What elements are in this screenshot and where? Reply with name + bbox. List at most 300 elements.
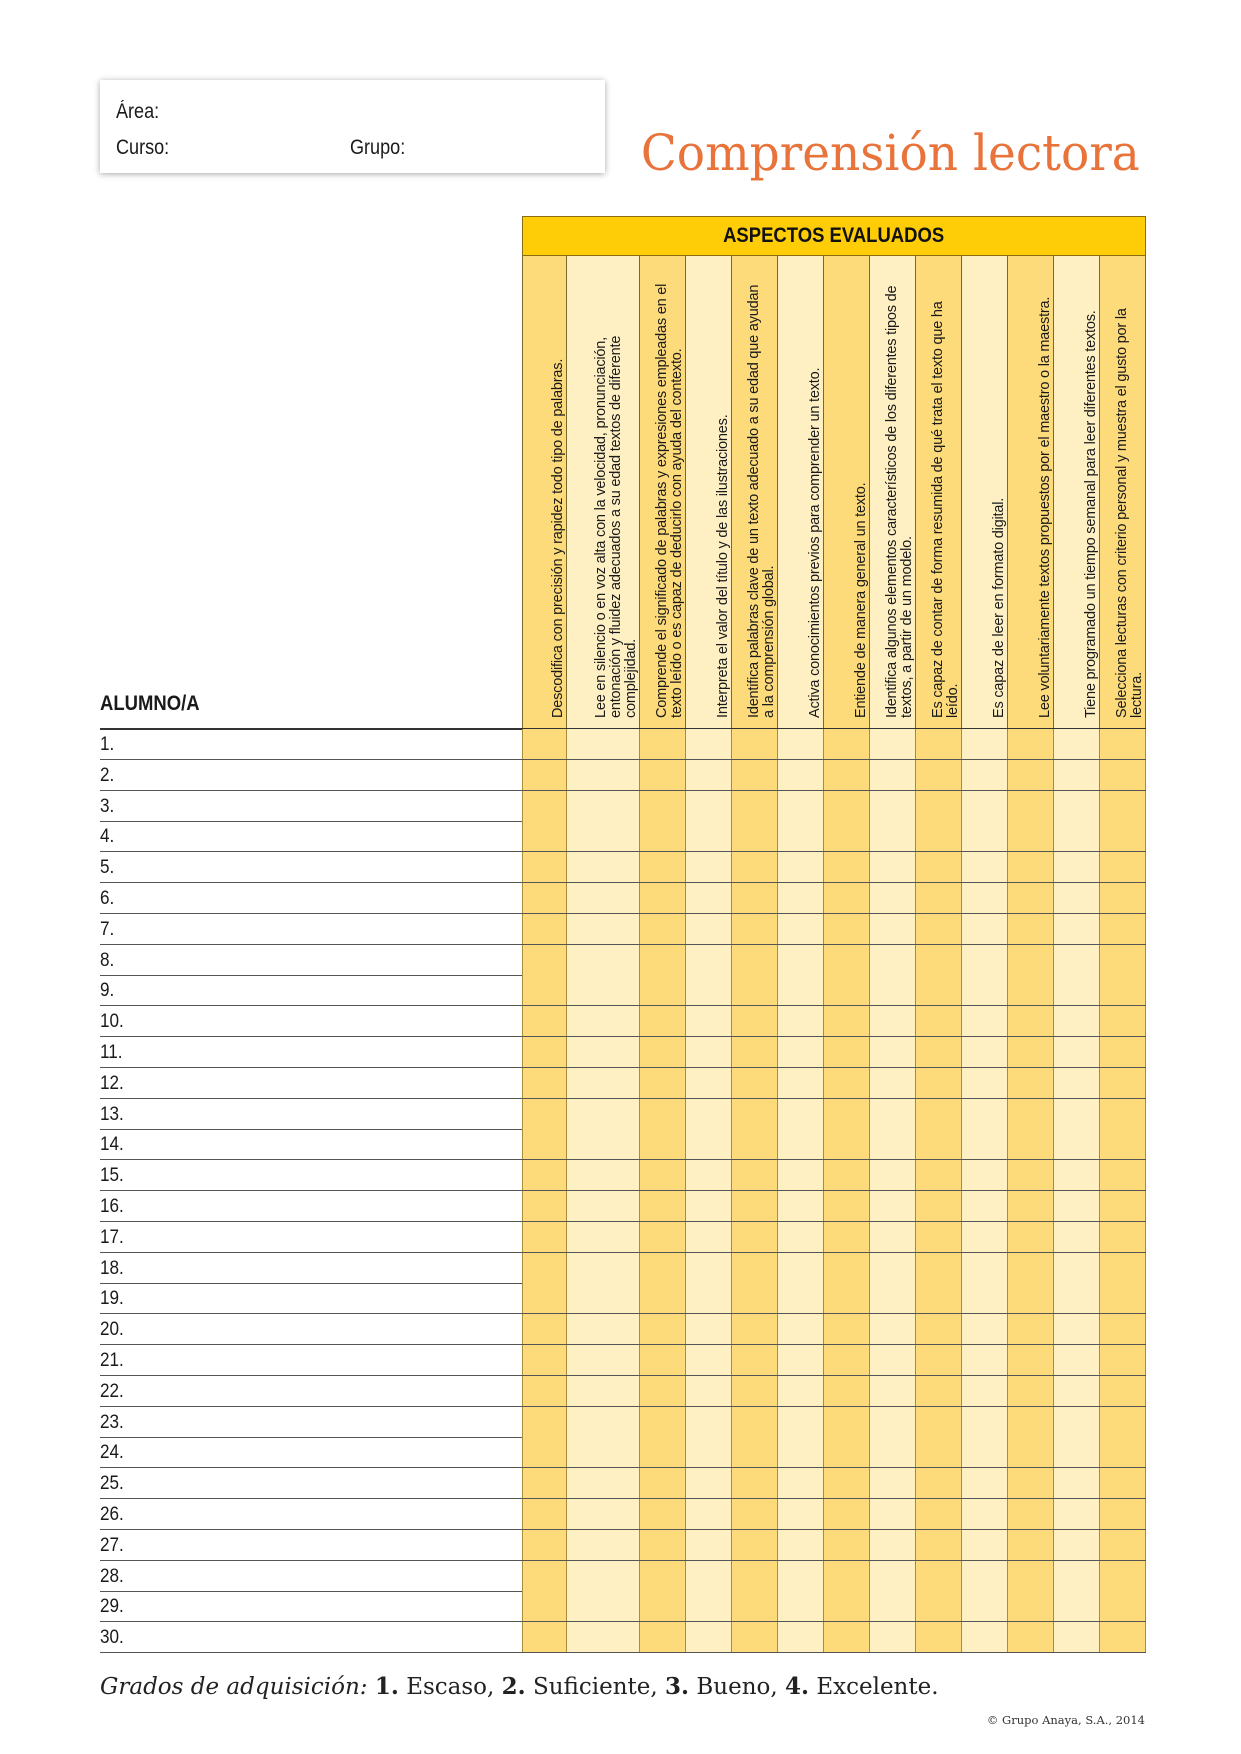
grade-cell[interactable] (567, 1561, 640, 1591)
grade-cell[interactable] (1100, 1376, 1146, 1406)
grade-cell[interactable] (567, 1376, 640, 1406)
grade-cell[interactable] (778, 821, 824, 851)
grade-cell[interactable] (916, 1068, 962, 1098)
grade-cell[interactable] (732, 852, 778, 882)
grade-cell[interactable] (778, 1345, 824, 1375)
grade-cell[interactable] (1054, 1407, 1100, 1437)
grade-cell[interactable] (1054, 1068, 1100, 1098)
grade-cell[interactable] (640, 1006, 686, 1036)
grade-cell[interactable] (824, 1160, 870, 1190)
grade-cell[interactable] (962, 1530, 1008, 1560)
grade-cell[interactable] (1008, 760, 1054, 790)
grade-cell[interactable] (567, 1253, 640, 1283)
grade-cell[interactable] (640, 1499, 686, 1529)
grade-cell[interactable] (1008, 1068, 1054, 1098)
grade-cell[interactable] (567, 1530, 640, 1560)
grade-cell[interactable] (522, 1591, 567, 1621)
grade-cell[interactable] (1100, 1591, 1146, 1621)
grade-cell[interactable] (824, 1561, 870, 1591)
grade-cell[interactable] (778, 1283, 824, 1313)
grade-cell[interactable] (870, 883, 916, 913)
grade-cell[interactable] (686, 1468, 732, 1498)
grade-cell[interactable] (522, 1468, 567, 1498)
grade-cell[interactable] (870, 1407, 916, 1437)
grade-cell[interactable] (916, 1099, 962, 1129)
grade-cell[interactable] (732, 1006, 778, 1036)
grade-cell[interactable] (1100, 1314, 1146, 1344)
grade-cell[interactable] (732, 945, 778, 975)
grade-cell[interactable] (1100, 945, 1146, 975)
grade-cell[interactable] (522, 791, 567, 821)
grade-cell[interactable] (778, 883, 824, 913)
grade-cell[interactable] (732, 1530, 778, 1560)
grade-cell[interactable] (962, 1345, 1008, 1375)
grade-cell[interactable] (870, 1037, 916, 1067)
grade-cell[interactable] (1008, 1499, 1054, 1529)
grade-cell[interactable] (1054, 1129, 1100, 1159)
grade-cell[interactable] (686, 1191, 732, 1221)
grade-cell[interactable] (522, 760, 567, 790)
grade-cell[interactable] (1054, 1160, 1100, 1190)
grade-cell[interactable] (640, 1253, 686, 1283)
grade-cell[interactable] (640, 1191, 686, 1221)
grade-cell[interactable] (824, 1068, 870, 1098)
grade-cell[interactable] (1054, 729, 1100, 759)
grade-cell[interactable] (1008, 1314, 1054, 1344)
grade-cell[interactable] (916, 1253, 962, 1283)
grade-cell[interactable] (567, 760, 640, 790)
grade-cell[interactable] (1100, 1160, 1146, 1190)
grade-cell[interactable] (1054, 1622, 1100, 1652)
grade-cell[interactable] (732, 1129, 778, 1159)
grade-cell[interactable] (686, 1068, 732, 1098)
grade-cell[interactable] (962, 914, 1008, 944)
grade-cell[interactable] (1008, 1437, 1054, 1467)
grade-cell[interactable] (778, 1622, 824, 1652)
grade-cell[interactable] (778, 1253, 824, 1283)
grade-cell[interactable] (1100, 1345, 1146, 1375)
grade-cell[interactable] (732, 1283, 778, 1313)
grade-cell[interactable] (640, 1129, 686, 1159)
grade-cell[interactable] (1054, 1037, 1100, 1067)
grade-cell[interactable] (870, 1468, 916, 1498)
grade-cell[interactable] (778, 1468, 824, 1498)
grade-cell[interactable] (732, 1622, 778, 1652)
grade-cell[interactable] (1008, 883, 1054, 913)
grade-cell[interactable] (567, 1499, 640, 1529)
grade-cell[interactable] (732, 1068, 778, 1098)
grade-cell[interactable] (1008, 821, 1054, 851)
grade-cell[interactable] (916, 821, 962, 851)
grade-cell[interactable] (1008, 1591, 1054, 1621)
grade-cell[interactable] (522, 914, 567, 944)
grade-cell[interactable] (962, 1222, 1008, 1252)
grade-cell[interactable] (522, 1561, 567, 1591)
grade-cell[interactable] (962, 1591, 1008, 1621)
grade-cell[interactable] (916, 852, 962, 882)
grade-cell[interactable] (1008, 1253, 1054, 1283)
grade-cell[interactable] (1008, 1622, 1054, 1652)
grade-cell[interactable] (1100, 1037, 1146, 1067)
grade-cell[interactable] (916, 1037, 962, 1067)
grade-cell[interactable] (870, 1499, 916, 1529)
grade-cell[interactable] (916, 760, 962, 790)
grade-cell[interactable] (1100, 791, 1146, 821)
grade-cell[interactable] (640, 1283, 686, 1313)
grade-cell[interactable] (824, 1129, 870, 1159)
grade-cell[interactable] (916, 914, 962, 944)
grade-cell[interactable] (1100, 760, 1146, 790)
grade-cell[interactable] (1054, 1437, 1100, 1467)
grade-cell[interactable] (732, 760, 778, 790)
grade-cell[interactable] (732, 1407, 778, 1437)
grade-cell[interactable] (640, 1099, 686, 1129)
grade-cell[interactable] (824, 1591, 870, 1621)
grade-cell[interactable] (870, 760, 916, 790)
grade-cell[interactable] (1054, 1191, 1100, 1221)
grade-cell[interactable] (824, 1499, 870, 1529)
grade-cell[interactable] (686, 852, 732, 882)
grade-cell[interactable] (640, 975, 686, 1005)
grade-cell[interactable] (522, 1099, 567, 1129)
grade-cell[interactable] (686, 1129, 732, 1159)
grade-cell[interactable] (732, 1561, 778, 1591)
grade-cell[interactable] (962, 975, 1008, 1005)
grade-cell[interactable] (567, 883, 640, 913)
grade-cell[interactable] (640, 1530, 686, 1560)
grade-cell[interactable] (824, 1037, 870, 1067)
grade-cell[interactable] (824, 760, 870, 790)
grade-cell[interactable] (732, 1499, 778, 1529)
grade-cell[interactable] (522, 1160, 567, 1190)
grade-cell[interactable] (1100, 1407, 1146, 1437)
grade-cell[interactable] (962, 1253, 1008, 1283)
grade-cell[interactable] (1054, 1530, 1100, 1560)
grade-cell[interactable] (640, 1222, 686, 1252)
grade-cell[interactable] (916, 945, 962, 975)
grade-cell[interactable] (778, 1191, 824, 1221)
grade-cell[interactable] (567, 1314, 640, 1344)
grade-cell[interactable] (522, 1530, 567, 1560)
grade-cell[interactable] (962, 1068, 1008, 1098)
grade-cell[interactable] (686, 1222, 732, 1252)
grade-cell[interactable] (1008, 975, 1054, 1005)
grade-cell[interactable] (686, 1530, 732, 1560)
grade-cell[interactable] (1054, 821, 1100, 851)
grade-cell[interactable] (1008, 1407, 1054, 1437)
grade-cell[interactable] (824, 729, 870, 759)
grade-cell[interactable] (686, 1037, 732, 1067)
grade-cell[interactable] (1100, 852, 1146, 882)
grade-cell[interactable] (686, 1622, 732, 1652)
grade-cell[interactable] (1054, 852, 1100, 882)
grade-cell[interactable] (686, 1561, 732, 1591)
grade-cell[interactable] (824, 1006, 870, 1036)
grade-cell[interactable] (962, 1561, 1008, 1591)
grade-cell[interactable] (1100, 1129, 1146, 1159)
grade-cell[interactable] (870, 945, 916, 975)
grade-cell[interactable] (522, 1222, 567, 1252)
grade-cell[interactable] (1100, 1622, 1146, 1652)
grade-cell[interactable] (1054, 1314, 1100, 1344)
grade-cell[interactable] (962, 729, 1008, 759)
grade-cell[interactable] (870, 1530, 916, 1560)
grade-cell[interactable] (870, 1068, 916, 1098)
grade-cell[interactable] (824, 1345, 870, 1375)
grade-cell[interactable] (962, 1622, 1008, 1652)
grade-cell[interactable] (1100, 1191, 1146, 1221)
grade-cell[interactable] (640, 1407, 686, 1437)
grade-cell[interactable] (1100, 1530, 1146, 1560)
grade-cell[interactable] (1054, 1376, 1100, 1406)
grade-cell[interactable] (1008, 1222, 1054, 1252)
grade-cell[interactable] (962, 791, 1008, 821)
grade-cell[interactable] (522, 852, 567, 882)
grade-cell[interactable] (1008, 852, 1054, 882)
grade-cell[interactable] (778, 914, 824, 944)
grade-cell[interactable] (1100, 1437, 1146, 1467)
grade-cell[interactable] (1100, 1468, 1146, 1498)
grade-cell[interactable] (870, 1561, 916, 1591)
grade-cell[interactable] (870, 852, 916, 882)
grade-cell[interactable] (870, 1345, 916, 1375)
grade-cell[interactable] (1008, 729, 1054, 759)
grade-cell[interactable] (778, 1314, 824, 1344)
grade-cell[interactable] (1100, 1283, 1146, 1313)
grade-cell[interactable] (686, 1314, 732, 1344)
grade-cell[interactable] (686, 1160, 732, 1190)
grade-cell[interactable] (870, 1253, 916, 1283)
grade-cell[interactable] (686, 1283, 732, 1313)
grade-cell[interactable] (916, 975, 962, 1005)
grade-cell[interactable] (916, 1376, 962, 1406)
grade-cell[interactable] (916, 791, 962, 821)
grade-cell[interactable] (686, 729, 732, 759)
grade-cell[interactable] (1054, 914, 1100, 944)
grade-cell[interactable] (1008, 1561, 1054, 1591)
grade-cell[interactable] (640, 1314, 686, 1344)
grade-cell[interactable] (962, 1314, 1008, 1344)
grade-cell[interactable] (824, 852, 870, 882)
grade-cell[interactable] (1054, 1499, 1100, 1529)
grade-cell[interactable] (732, 821, 778, 851)
grade-cell[interactable] (522, 883, 567, 913)
grade-cell[interactable] (732, 1314, 778, 1344)
grade-cell[interactable] (567, 1591, 640, 1621)
grade-cell[interactable] (567, 1191, 640, 1221)
grade-cell[interactable] (824, 1530, 870, 1560)
grade-cell[interactable] (686, 1407, 732, 1437)
grade-cell[interactable] (686, 1499, 732, 1529)
grade-cell[interactable] (567, 729, 640, 759)
grade-cell[interactable] (567, 1468, 640, 1498)
grade-cell[interactable] (916, 1160, 962, 1190)
grade-cell[interactable] (778, 1129, 824, 1159)
grade-cell[interactable] (916, 1283, 962, 1313)
grade-cell[interactable] (1100, 1068, 1146, 1098)
grade-cell[interactable] (522, 1191, 567, 1221)
grade-cell[interactable] (962, 1499, 1008, 1529)
grade-cell[interactable] (1054, 1006, 1100, 1036)
grade-cell[interactable] (567, 1283, 640, 1313)
grade-cell[interactable] (686, 1253, 732, 1283)
grade-cell[interactable] (778, 791, 824, 821)
grade-cell[interactable] (916, 1345, 962, 1375)
grade-cell[interactable] (824, 1468, 870, 1498)
grade-cell[interactable] (567, 914, 640, 944)
grade-cell[interactable] (916, 1622, 962, 1652)
grade-cell[interactable] (686, 1006, 732, 1036)
grade-cell[interactable] (1100, 821, 1146, 851)
grade-cell[interactable] (1008, 1129, 1054, 1159)
grade-cell[interactable] (1100, 1099, 1146, 1129)
grade-cell[interactable] (522, 1006, 567, 1036)
grade-cell[interactable] (824, 914, 870, 944)
grade-cell[interactable] (640, 1622, 686, 1652)
grade-cell[interactable] (962, 852, 1008, 882)
grade-cell[interactable] (640, 914, 686, 944)
grade-cell[interactable] (778, 1160, 824, 1190)
grade-cell[interactable] (778, 1499, 824, 1529)
grade-cell[interactable] (522, 1314, 567, 1344)
grade-cell[interactable] (1054, 945, 1100, 975)
grade-cell[interactable] (824, 791, 870, 821)
grade-cell[interactable] (1100, 883, 1146, 913)
grade-cell[interactable] (567, 1622, 640, 1652)
grade-cell[interactable] (962, 1468, 1008, 1498)
grade-cell[interactable] (778, 1006, 824, 1036)
grade-cell[interactable] (686, 791, 732, 821)
grade-cell[interactable] (522, 1253, 567, 1283)
grade-cell[interactable] (916, 883, 962, 913)
grade-cell[interactable] (778, 1591, 824, 1621)
grade-cell[interactable] (522, 1407, 567, 1437)
grade-cell[interactable] (870, 975, 916, 1005)
grade-cell[interactable] (962, 1037, 1008, 1067)
grade-cell[interactable] (1100, 975, 1146, 1005)
grade-cell[interactable] (640, 821, 686, 851)
grade-cell[interactable] (732, 1099, 778, 1129)
grade-cell[interactable] (778, 1068, 824, 1098)
grade-cell[interactable] (1008, 1345, 1054, 1375)
grade-cell[interactable] (686, 1437, 732, 1467)
grade-cell[interactable] (640, 1437, 686, 1467)
grade-cell[interactable] (686, 1591, 732, 1621)
grade-cell[interactable] (916, 1591, 962, 1621)
grade-cell[interactable] (962, 760, 1008, 790)
grade-cell[interactable] (870, 914, 916, 944)
grade-cell[interactable] (640, 852, 686, 882)
grade-cell[interactable] (686, 883, 732, 913)
grade-cell[interactable] (824, 1099, 870, 1129)
grade-cell[interactable] (962, 1006, 1008, 1036)
grade-cell[interactable] (870, 1591, 916, 1621)
grade-cell[interactable] (686, 821, 732, 851)
grade-cell[interactable] (1008, 1191, 1054, 1221)
grade-cell[interactable] (824, 883, 870, 913)
grade-cell[interactable] (522, 975, 567, 1005)
grade-cell[interactable] (962, 1376, 1008, 1406)
grade-cell[interactable] (522, 945, 567, 975)
grade-cell[interactable] (567, 791, 640, 821)
grade-cell[interactable] (778, 760, 824, 790)
grade-cell[interactable] (962, 883, 1008, 913)
grade-cell[interactable] (1054, 1591, 1100, 1621)
grade-cell[interactable] (778, 975, 824, 1005)
grade-cell[interactable] (916, 1530, 962, 1560)
grade-cell[interactable] (522, 821, 567, 851)
grade-cell[interactable] (1100, 1006, 1146, 1036)
grade-cell[interactable] (916, 1222, 962, 1252)
grade-cell[interactable] (824, 945, 870, 975)
grade-cell[interactable] (962, 1407, 1008, 1437)
grade-cell[interactable] (522, 1068, 567, 1098)
grade-cell[interactable] (916, 1314, 962, 1344)
grade-cell[interactable] (870, 1099, 916, 1129)
grade-cell[interactable] (1008, 1530, 1054, 1560)
grade-cell[interactable] (640, 1160, 686, 1190)
grade-cell[interactable] (1008, 1037, 1054, 1067)
grade-cell[interactable] (732, 1376, 778, 1406)
grade-cell[interactable] (522, 1499, 567, 1529)
grade-cell[interactable] (522, 1037, 567, 1067)
grade-cell[interactable] (1054, 1099, 1100, 1129)
grade-cell[interactable] (640, 1345, 686, 1375)
grade-cell[interactable] (778, 945, 824, 975)
grade-cell[interactable] (732, 1160, 778, 1190)
grade-cell[interactable] (824, 1283, 870, 1313)
grade-cell[interactable] (916, 1499, 962, 1529)
grade-cell[interactable] (567, 1407, 640, 1437)
grade-cell[interactable] (686, 945, 732, 975)
grade-cell[interactable] (640, 1068, 686, 1098)
grade-cell[interactable] (870, 1006, 916, 1036)
grade-cell[interactable] (732, 975, 778, 1005)
grade-cell[interactable] (686, 1376, 732, 1406)
grade-cell[interactable] (778, 729, 824, 759)
grade-cell[interactable] (640, 729, 686, 759)
grade-cell[interactable] (567, 1068, 640, 1098)
grade-cell[interactable] (870, 1437, 916, 1467)
grade-cell[interactable] (870, 1222, 916, 1252)
grade-cell[interactable] (916, 1437, 962, 1467)
grade-cell[interactable] (732, 729, 778, 759)
grade-cell[interactable] (824, 821, 870, 851)
grade-cell[interactable] (824, 1314, 870, 1344)
grade-cell[interactable] (824, 1222, 870, 1252)
grade-cell[interactable] (916, 1407, 962, 1437)
grade-cell[interactable] (916, 1468, 962, 1498)
grade-cell[interactable] (962, 1129, 1008, 1159)
grade-cell[interactable] (1100, 1499, 1146, 1529)
grade-cell[interactable] (567, 852, 640, 882)
grade-cell[interactable] (640, 1468, 686, 1498)
grade-cell[interactable] (640, 1591, 686, 1621)
grade-cell[interactable] (962, 1099, 1008, 1129)
grade-cell[interactable] (962, 821, 1008, 851)
grade-cell[interactable] (962, 1283, 1008, 1313)
grade-cell[interactable] (1054, 1561, 1100, 1591)
grade-cell[interactable] (1054, 1283, 1100, 1313)
grade-cell[interactable] (1008, 1006, 1054, 1036)
grade-cell[interactable] (732, 1591, 778, 1621)
grade-cell[interactable] (686, 975, 732, 1005)
grade-cell[interactable] (1008, 1376, 1054, 1406)
grade-cell[interactable] (732, 1253, 778, 1283)
grade-cell[interactable] (686, 1345, 732, 1375)
grade-cell[interactable] (824, 1437, 870, 1467)
grade-cell[interactable] (732, 1468, 778, 1498)
